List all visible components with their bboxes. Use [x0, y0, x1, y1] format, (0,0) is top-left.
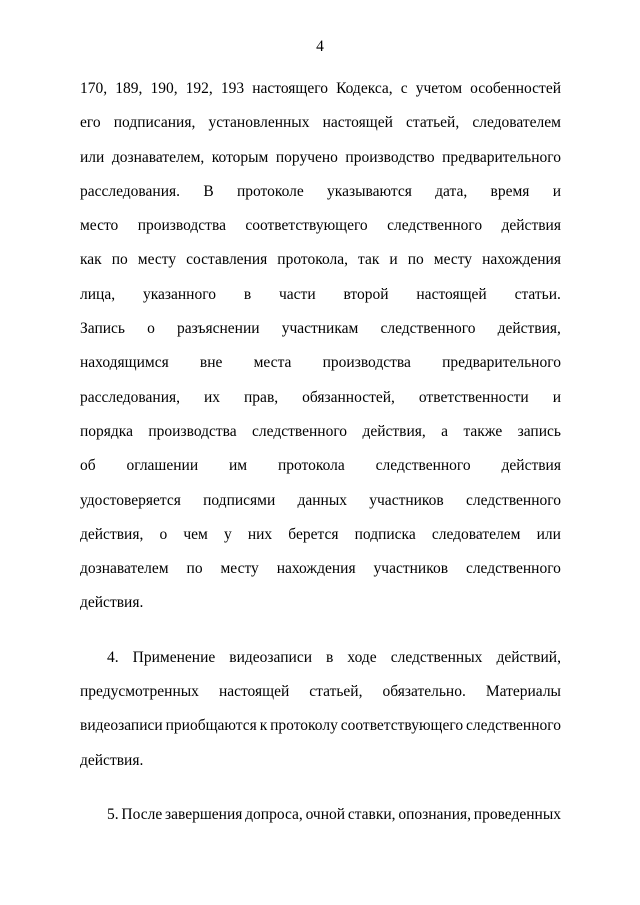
word: второй: [343, 285, 389, 303]
text-line: [80, 346, 561, 380]
word: После: [121, 805, 163, 823]
word: месту: [137, 251, 177, 269]
word: следственного: [465, 560, 561, 578]
word: дознавателем: [80, 560, 169, 578]
text-line: [80, 744, 561, 778]
text-line: [80, 798, 561, 832]
word: их: [204, 388, 221, 406]
word: следственных: [390, 648, 483, 666]
word: к: [259, 717, 268, 735]
word: следственного: [375, 457, 471, 475]
word: производства: [137, 217, 226, 235]
word: видеозаписи: [229, 648, 312, 666]
word: порядка: [80, 422, 133, 440]
word: производство: [345, 148, 435, 166]
text-line: [80, 518, 561, 552]
word: Применение: [132, 648, 216, 666]
word: протоколе: [236, 182, 304, 200]
word: составления: [186, 251, 268, 269]
word: следователем: [472, 114, 561, 132]
word: об: [80, 457, 96, 475]
word: обязательно.: [382, 683, 466, 701]
word: данных: [297, 491, 348, 509]
document-body: [80, 72, 561, 832]
word: следственного: [380, 320, 476, 338]
word: ходе: [347, 648, 377, 666]
word: участников: [373, 560, 449, 578]
word: настоящей: [322, 114, 393, 132]
word: 5.: [107, 805, 119, 823]
word: а: [441, 422, 449, 440]
page-number: 4: [316, 38, 324, 55]
text-line: [80, 312, 561, 346]
word: Кодекса,: [336, 80, 393, 97]
word: видеозаписи: [80, 717, 163, 735]
word: нахождения: [276, 560, 356, 578]
word: обязанностей,: [302, 388, 395, 406]
word: о: [147, 320, 155, 338]
word: в: [326, 648, 334, 666]
word: месту: [220, 560, 259, 578]
text-line: [80, 278, 561, 312]
word: В: [203, 182, 214, 200]
word: берется: [288, 525, 339, 543]
word: соответствующего: [340, 717, 464, 735]
text-line: [80, 243, 561, 277]
word: в: [243, 285, 252, 303]
paragraph-1: [80, 72, 561, 621]
word: действия: [501, 217, 561, 235]
word: им: [229, 457, 248, 475]
word: соответствующего: [245, 217, 368, 235]
word: находящимся: [80, 354, 169, 372]
word: места: [253, 354, 292, 372]
word: завершения: [164, 805, 243, 823]
word: участников: [369, 491, 444, 509]
text-line: [80, 552, 561, 586]
word: лица,: [80, 285, 116, 303]
word: 192,: [185, 80, 213, 97]
word: особенностей: [470, 80, 561, 97]
text-line: [80, 641, 561, 675]
word: ответственности: [418, 388, 529, 406]
word: статьей,: [406, 114, 460, 132]
word: подписка: [354, 525, 416, 543]
text-line: [80, 141, 561, 175]
word: настоящей: [416, 285, 487, 303]
word: действия.: [80, 594, 144, 612]
word: проведенных: [473, 805, 561, 823]
word: участникам: [281, 320, 359, 338]
word: части: [279, 285, 316, 303]
paragraph-2: [80, 641, 561, 778]
word: оглашении: [126, 457, 199, 475]
word: действия.: [80, 751, 144, 769]
word: статьи.: [514, 285, 561, 303]
word: 4.: [107, 648, 119, 666]
word: следователем: [431, 525, 521, 543]
word: месту: [433, 251, 473, 269]
word: Запись: [80, 320, 125, 338]
word: и: [389, 251, 398, 269]
word: так: [358, 251, 380, 269]
text-line: [80, 381, 561, 415]
word: указываются: [327, 182, 412, 200]
text-line: [80, 415, 561, 449]
word: место: [80, 217, 119, 235]
word: подписями: [203, 491, 276, 509]
word: дознавателем,: [111, 148, 205, 166]
word: действий,: [496, 648, 561, 666]
word: 193: [220, 80, 245, 97]
word: действия,: [362, 422, 426, 440]
word: учетом: [415, 80, 463, 97]
text-line: [80, 175, 561, 209]
word: поручено: [275, 148, 338, 166]
word: прав,: [244, 388, 279, 406]
word: подписания,: [113, 114, 196, 132]
word: Материалы: [485, 683, 561, 701]
word: предусмотренных: [80, 683, 199, 701]
word: дата,: [435, 182, 468, 200]
word: расследования.: [80, 182, 181, 200]
word: действия: [501, 457, 561, 475]
word: чем: [183, 525, 208, 543]
word: указанного: [142, 285, 216, 303]
word: установленных: [208, 114, 310, 132]
word: также: [463, 422, 503, 440]
word: предварительного: [442, 354, 561, 372]
text-line: [80, 675, 561, 709]
word: у: [223, 525, 232, 543]
word: действия,: [80, 525, 144, 543]
word: запись: [517, 422, 561, 440]
word: его: [80, 114, 101, 132]
word: опознания,: [398, 805, 472, 823]
text-line: [80, 209, 561, 243]
word: о: [159, 525, 168, 543]
word: приобщаются: [165, 717, 257, 735]
text-line: [80, 72, 561, 106]
word: 190,: [150, 80, 178, 97]
word: производства: [322, 354, 411, 372]
word: по: [111, 251, 128, 269]
word: следственного: [252, 422, 348, 440]
word: очной: [305, 805, 346, 823]
word: ставки,: [347, 805, 396, 823]
word: предварительного: [442, 148, 561, 166]
word: следственного: [465, 491, 561, 509]
text-line: [80, 484, 561, 518]
paragraph-3: [80, 798, 561, 832]
text-line: [80, 709, 561, 743]
text-line: [80, 449, 561, 483]
word: протокола: [277, 457, 345, 475]
word: нахождения: [482, 251, 561, 269]
word: следственного: [466, 717, 561, 735]
word: протокола,: [277, 251, 348, 269]
word: время: [490, 182, 530, 200]
word: 189,: [115, 80, 143, 97]
word: производства: [148, 422, 237, 440]
word: удостоверяется: [80, 491, 181, 509]
word: следственного: [387, 217, 483, 235]
word: как: [80, 251, 102, 269]
word: и: [552, 182, 561, 200]
word: допроса,: [245, 805, 303, 823]
word: расследования,: [80, 388, 181, 406]
word: или: [536, 525, 561, 543]
word: по: [407, 251, 424, 269]
word: с: [400, 80, 408, 97]
word: 170,: [80, 80, 108, 97]
word: вне: [199, 354, 223, 372]
word: по: [186, 560, 203, 578]
word: протоколу: [270, 717, 338, 735]
text-line: [80, 586, 561, 620]
word: которым: [211, 148, 269, 166]
word: статьей,: [309, 683, 363, 701]
word: настоящей: [218, 683, 290, 701]
word: действия,: [497, 320, 561, 338]
word: настоящего: [252, 80, 328, 97]
word: них: [247, 525, 273, 543]
word: разъяснении: [176, 320, 260, 338]
word: или: [80, 148, 105, 166]
word: и: [552, 388, 561, 406]
text-line: [80, 106, 561, 140]
